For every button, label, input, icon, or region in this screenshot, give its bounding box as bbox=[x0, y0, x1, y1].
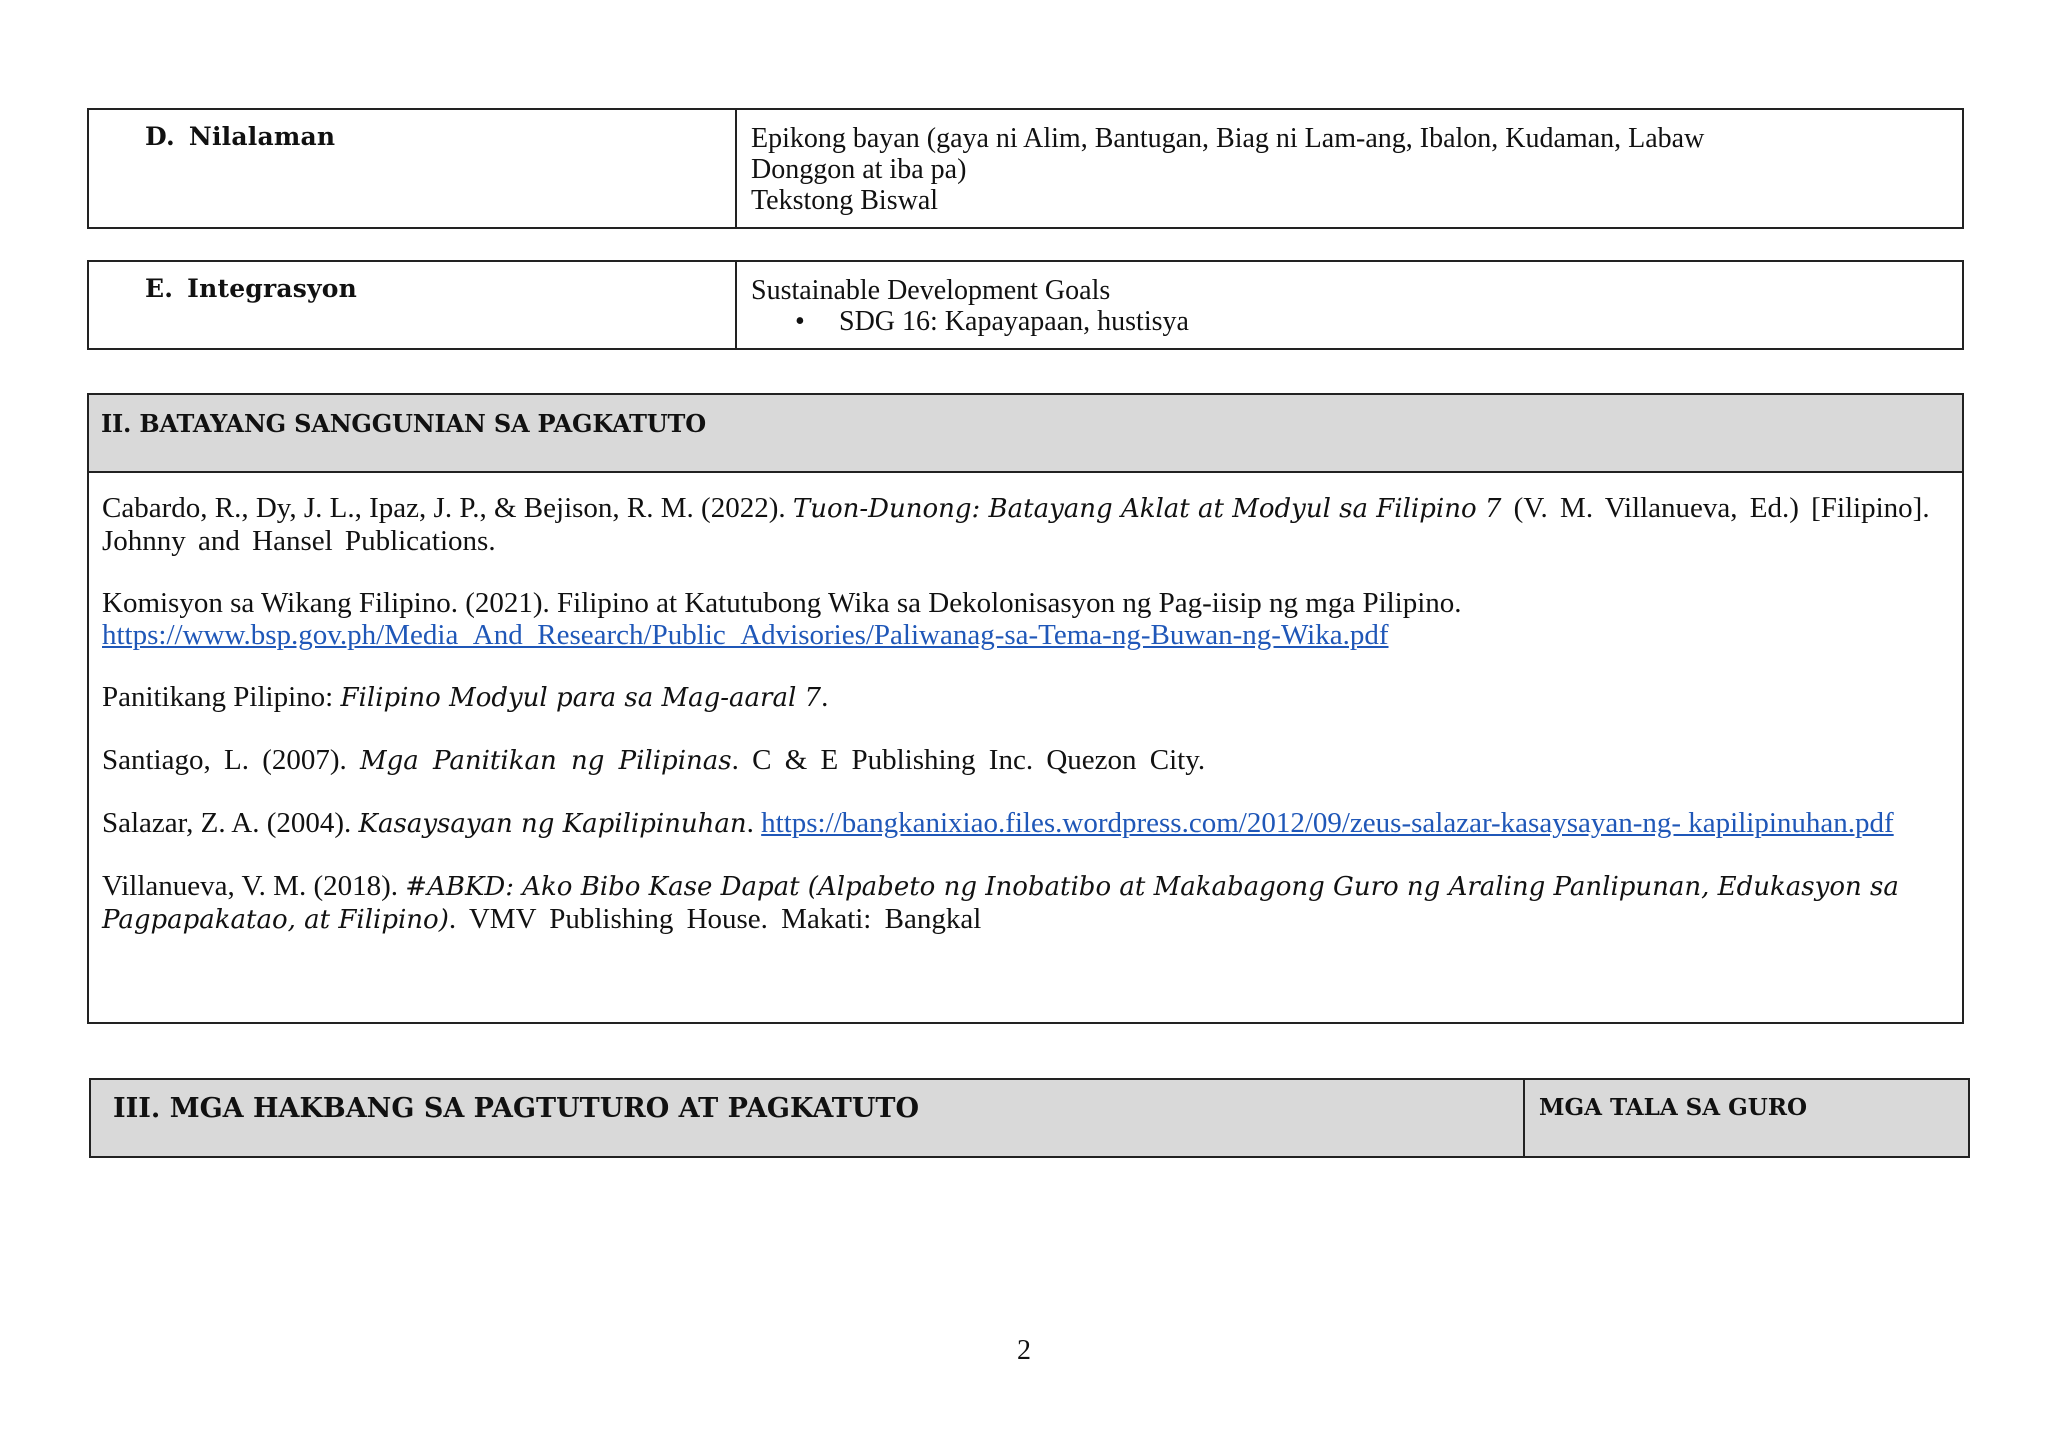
row-integrasyon-content bbox=[751, 275, 1948, 337]
bullet-dot-icon: • bbox=[795, 306, 805, 337]
section-tala-title: MGA TALA SA GURO bbox=[1539, 1094, 1807, 1121]
ref-title: Mga Panitikan ng Pilipinas bbox=[360, 746, 732, 776]
page-number: 2 bbox=[1017, 1335, 1031, 1366]
row-integrasyon-letter: E. bbox=[145, 274, 174, 303]
reference-item bbox=[102, 744, 1942, 777]
section-sanggunian-header bbox=[89, 395, 1962, 473]
row-nilalaman-label-text: Nilalaman bbox=[188, 122, 336, 151]
row-nilalaman-label bbox=[145, 122, 335, 151]
content-line: Tekstong Biswal bbox=[751, 185, 939, 216]
section-tala-cell bbox=[1525, 1080, 1968, 1156]
row-nilalaman-content-cell bbox=[737, 110, 1962, 227]
row-nilalaman-letter: D. bbox=[145, 122, 175, 151]
row-nilalaman bbox=[87, 108, 1964, 229]
ref-text: Santiago, L. (2007). bbox=[102, 744, 361, 776]
reference-item bbox=[102, 492, 1942, 557]
ref-text: . bbox=[746, 807, 762, 839]
section-hakbang-title: III. MGA HAKBANG SA PAGTUTURO AT PAGKATUTO bbox=[113, 1093, 920, 1124]
reference-item bbox=[102, 870, 1942, 936]
row-integrasyon-label-text: Integrasyon bbox=[187, 274, 357, 303]
ref-title: Kasaysayan ng Kapilipinuhan bbox=[358, 809, 747, 839]
reference-list bbox=[102, 492, 1942, 966]
ref-title: Tuon-Dunong: Batayang Aklat at Modyul sa Filipino 7 bbox=[792, 494, 1502, 524]
section-hakbang bbox=[89, 1078, 1970, 1158]
integrasyon-heading: Sustainable Development Goals bbox=[751, 275, 1111, 306]
ref-text: (V. M. Villanueva, Ed.) [Filipino]. Johnny and Hansel Publications. bbox=[102, 492, 1930, 557]
row-nilalaman-content bbox=[751, 123, 1948, 216]
ref-text: Panitikang Pilipino: bbox=[102, 681, 341, 713]
ref-text: . bbox=[821, 681, 829, 713]
content-line: Donggon at iba pa) bbox=[751, 154, 967, 185]
ref-title: #ABKD: Ako Bibo Kase Dapat (Alpabeto ng Inobatibo at Makabagong Guro ng Araling Panlipunan, Edukasyon sa Pagpapakatao, at Filipino) bbox=[102, 872, 1899, 935]
row-nilalaman-label-cell bbox=[89, 110, 737, 227]
row-integrasyon bbox=[87, 260, 1964, 350]
reference-item bbox=[102, 681, 1942, 714]
reference-link[interactable]: https://bangkanixiao.files.wordpress.com/2012/09/zeus-salazar-kasaysayan-ng- kapilipinuhan.pdf bbox=[761, 807, 1894, 839]
section-sanggunian bbox=[87, 393, 1964, 1024]
ref-text: . C & E Publishing Inc. Quezon City. bbox=[731, 744, 1206, 776]
bullet-text: SDG 16: Kapayapaan, hustisya bbox=[839, 306, 1189, 337]
ref-text: Salazar, Z. A. (2004). bbox=[102, 807, 359, 839]
row-integrasyon-label-cell bbox=[89, 262, 737, 348]
ref-text: . VMV Publishing House. Makati: Bangkal bbox=[448, 903, 982, 935]
section-sanggunian-title: II. BATAYANG SANGGUNIAN SA PAGKATUTO bbox=[101, 409, 706, 438]
row-integrasyon-label bbox=[145, 274, 357, 303]
reference-item bbox=[102, 587, 1942, 651]
ref-title: Filipino Modyul para sa Mag-aaral 7 bbox=[340, 683, 822, 713]
ref-text: Cabardo, R., Dy, J. L., Ipaz, J. P., & Bejison, R. M. (2022). bbox=[102, 492, 793, 524]
ref-text: Komisyon sa Wikang Filipino. (2021). Filipino at Katutubong Wika sa Dekolonisasyon ng Pag-iisip ng mga Pilipino. bbox=[102, 587, 1462, 619]
bullet-item bbox=[751, 306, 1948, 337]
ref-text: Villanueva, V. M. (2018). bbox=[102, 870, 406, 902]
row-integrasyon-content-cell bbox=[737, 262, 1962, 348]
section-hakbang-title-cell bbox=[91, 1080, 1525, 1156]
reference-link[interactable]: https://www.bsp.gov.ph/Media_And_Research/Public_Advisories/Paliwanag-sa-Tema-ng-Buwan-ng-Wika.pdf bbox=[102, 619, 1389, 651]
reference-item bbox=[102, 807, 1942, 840]
content-line: Epikong bayan (gaya ni Alim, Bantugan, Biag ni Lam-ang, Ibalon, Kudaman, Labaw bbox=[751, 123, 1705, 154]
